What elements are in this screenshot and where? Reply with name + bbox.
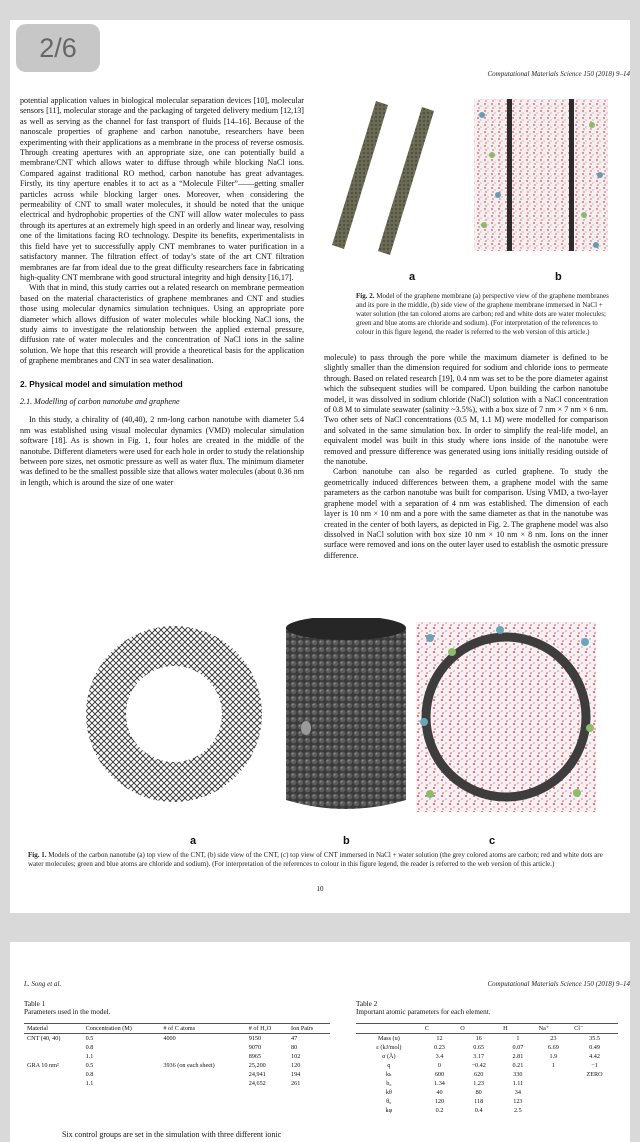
figure-2-caption	[356, 292, 612, 337]
table-1-cell	[24, 1052, 83, 1061]
graphene-side-view	[474, 99, 608, 251]
paragraph-cnt-model: In this study, a chirality of (40,40), 2 nm-long carbon nanotube with diameter 5.4 nm was established using visual molecular dynamics (VMD) molecular simulation software [18]. As is shown in Fig. 1, four holes are created in the middle of the nanotube. Different diameters were used for each hole in order to study the relationship between pore sizes, net osmotic pressure as well as water flux. The minimum diameter was defined to be the smallest possible size that allows water molecules (about 0.36 nm in length, which is around the size of one water	[20, 415, 304, 487]
page2-header-authors: L. Song et al.	[24, 980, 62, 988]
table-1-cell: 9150	[248, 1035, 262, 1042]
figure-2-caption-lead: Fig. 2.	[356, 292, 375, 300]
table-1-cell	[24, 1070, 83, 1079]
table-2-subtitle: Important atomic parameters for each element.	[356, 1008, 491, 1016]
table-1-cell: 80	[291, 1044, 298, 1051]
table-2-cell: 0.2	[435, 1107, 444, 1114]
table-2-cell: 3.17	[473, 1053, 485, 1060]
table-1-row	[24, 1034, 330, 1044]
table-2-cell	[571, 1106, 618, 1115]
cnt-immersed-top-view	[416, 622, 596, 812]
table-2-cell: 620	[474, 1071, 484, 1078]
table-1-cell: 102	[291, 1053, 301, 1060]
table-1-cell: 24,652	[248, 1080, 266, 1087]
table-1-header-cell: # of H₂O	[246, 1024, 288, 1034]
cnt-side-view	[286, 618, 406, 809]
figure-1-caption-lead: Fig. 1.	[28, 851, 47, 859]
table-1-header-cell: # of C atoms	[160, 1024, 245, 1034]
table-2-cell: 16	[475, 1035, 482, 1042]
table-2-cell: 1	[516, 1035, 520, 1042]
table-1-cell: 1.1	[85, 1053, 94, 1060]
page2-partial-text-line: Six control groups are set in the simulation with three different ionic	[62, 1130, 282, 1139]
table-1-cell: 120	[291, 1062, 301, 1069]
figure-1-label-c: c	[489, 835, 496, 847]
table-2-row	[356, 1097, 618, 1106]
table-2-cell: 23	[550, 1035, 557, 1042]
table-1-header-cell: Material	[24, 1024, 83, 1034]
page2-header-journal: Computational Materials Science 150 (2018) 9–14	[487, 980, 630, 988]
table-2-cell: 3.4	[435, 1053, 444, 1060]
table-2-cell: 34	[514, 1089, 521, 1096]
table-2-row	[356, 1070, 618, 1079]
left-text-column	[20, 96, 304, 488]
table-1-header-cell: Ion Pairs	[288, 1024, 330, 1034]
table-1	[24, 1023, 330, 1088]
figure-2-label-b: b	[555, 271, 562, 283]
table-2-cell: kφ	[385, 1107, 393, 1114]
table-1-cell: 0.8	[85, 1071, 94, 1078]
table-1-row	[24, 1052, 330, 1061]
table-2-number: Table 2	[356, 1000, 378, 1008]
table-2-cell: 0.21	[512, 1062, 524, 1069]
table-2-cell: θ₀	[386, 1098, 392, 1105]
table-1-cell: 3936 (on each sheet)	[163, 1062, 215, 1069]
table-2-cell: 0.65	[473, 1044, 485, 1051]
table-2-cell: 123	[513, 1098, 523, 1105]
table-2-cell: −0.42	[471, 1062, 486, 1069]
page-number: 10	[316, 885, 324, 893]
table-1-row	[24, 1070, 330, 1079]
table-2-cell: 1.9	[549, 1053, 558, 1060]
table-1-cell	[160, 1043, 245, 1052]
table-1-row	[24, 1061, 330, 1070]
table-2-cell: Mass (u)	[377, 1035, 400, 1042]
table-2-header-cell: H	[500, 1024, 536, 1034]
table-2-cell	[536, 1070, 572, 1079]
table-2-cell: 12	[436, 1035, 443, 1042]
table-2-cell: 1.23	[473, 1080, 485, 1087]
table-2-cell: 1.34	[434, 1080, 445, 1087]
table-1-cell: 0.5	[85, 1035, 94, 1042]
table-2-cell: 6.69	[547, 1044, 559, 1051]
paragraph-pore-diameter: molecule) to pass through the pore while the maximum diameter is defined to be slightly smaller than the dimension required for sodium and chloride ions to permeate through. Based on related research [19], 0.4 nm was set to be the pore diameter against which the subsequent studies will be compared. Upon building the carbon nanotube model, it was dissolved in sodium chloride (NaCl) solution with a NaCl concentration of 0.8 M to simulate seawater (salinity ~3.5%), with a box size of 7 nm × 7 nm × 6 nm. Two other sets of NaCl concentrations (0.5 M, 1.1 M) were modelled for comparison and solvated in the same simulation box. In order to simplify the real-life model, an equivalent model was built in this study where ions inside of the nanotube were removed and pressure difference was generated using ions initially residing outside of the nanotube.	[324, 353, 608, 467]
table-2-cell: ε (kJ/mol)	[376, 1044, 402, 1051]
table-2-cell: 40	[436, 1089, 443, 1096]
table-2-header-cell: C	[422, 1024, 458, 1034]
table-2-row	[356, 1088, 618, 1097]
table-2-cell: 0	[437, 1062, 441, 1069]
table-1-cell: 25,200	[248, 1062, 266, 1069]
right-text-column	[324, 353, 608, 561]
table-2-title	[356, 1000, 491, 1016]
table-2-row	[356, 1079, 618, 1088]
table-2-cell	[571, 1097, 618, 1106]
figure-1-caption-text: Models of the carbon nanotube (a) top view of the CNT, (b) side view of the CNT, (c) top view of CNT immersed in NaCl + water solution (the grey colored atoms are carbon; red and white dots are water molecules; green and blue atoms are chloride and sodium). (For interpretation of the references to colour in this figure legend, the reader is referred to the web version of this article.)	[28, 851, 603, 868]
table-1-cell: 0.8	[85, 1044, 94, 1051]
table-2-row	[356, 1034, 618, 1044]
table-1-row	[24, 1079, 330, 1088]
section-heading: 2. Physical model and simulation method	[20, 378, 183, 389]
table-2	[356, 1023, 618, 1115]
table-2-cell: 600	[434, 1071, 445, 1078]
graphene-sheets-perspective	[332, 101, 434, 255]
table-1-cell: CNT (40, 40)	[27, 1035, 61, 1042]
cnt-top-view	[86, 626, 262, 802]
table-1-cell: 47	[291, 1035, 298, 1042]
table-2-header-cell: Na⁺	[536, 1024, 572, 1034]
table-1-cell	[160, 1070, 245, 1079]
figure-2-graphene-model	[322, 95, 610, 267]
table-1-cell	[24, 1079, 83, 1088]
table-2-cell: q	[387, 1062, 391, 1069]
table-2-cell: −1	[591, 1062, 598, 1069]
table-2-header-cell: O	[457, 1024, 500, 1034]
intro-paragraph: potential application values in biological molecular separation devices [10], molecular sensors [11], molecular storage and the packaging of targeted delivery medium [12,13] as well as serving as the channel for fast transport of fluids [14–16]. Because of the nanoscale properties of graphene and carbon nanotube, researchers have been experimenting with their applications as a membrane in the process of reverse osmosis. Through creating apertures with an appropriate size, one can potentially build a membrane/CNT which allows water to diffuse through while blocking NaCl ions. Compared against traditional RO method, carbon nanotube has great advantages. Firstly, its tiny aperture enables it to act as a “Molecule Filter”——getting smaller particles across while blocking larger ones. Moreover, when considering the permeability of CNT to small water molecules, it should be noted that the unique electrical and hydrophobic properties of the CNT will allow water molecules to pass through its apertures at an extremely high speed in an orderly and linear way, resolving one of the limitations facing RO technology. Despite its benefits, experimentalists in this field have yet to successfully apply CNT membranes to water purification in a satisfactory manner. The filtration effect of today’s state of the art CNT filtration membranes are far from ideal due to the great difficulty researchers face in fabricating high-quality CNT membrane with good structural integrity and high density [16,17].	[20, 96, 304, 282]
table-2-cell: kθ	[385, 1089, 392, 1096]
table-2-cell: 80	[475, 1089, 482, 1096]
table-1-cell: GRA 10 nm²	[27, 1062, 59, 1069]
table-2-cell	[571, 1079, 618, 1088]
table-1-cell	[160, 1052, 245, 1061]
table-1-cell: 24,941	[248, 1071, 266, 1078]
table-2-cell	[571, 1088, 618, 1097]
paragraph-study-aim: With that in mind, this study carries out a related research on membrane permeation based on the material characteristics of graphene membranes and CNT and studies those using molecular dynamics simulation techniques. Using an appropriate pore diameter which allows diffusion of water molecules while blocking NaCl ions, the study aims to investigate the relationship between the applied external pressure, diffusion rate of water molecules and the concentration of NaCl ions in the saline solution. We hope that this research will provide a theoretical basis for the application of graphene membranes and CNT in sea water desalination.	[20, 283, 304, 366]
table-2-cell: 120	[434, 1098, 445, 1105]
figure-1-label-b: b	[343, 835, 350, 847]
table-1-cell: 9070	[248, 1044, 262, 1051]
table-1-cell	[24, 1043, 83, 1052]
table-1-cell: 194	[291, 1071, 301, 1078]
table-2-header-cell: Cl⁻	[571, 1024, 618, 1034]
table-1-cell: 4000	[163, 1035, 176, 1042]
table-2-cell: 4.42	[589, 1053, 600, 1060]
table-2-cell: kₕ	[385, 1071, 392, 1078]
table-1-cell: 1.1	[85, 1080, 94, 1087]
table-1-cell: 261	[291, 1080, 301, 1087]
figure-1-label-a: a	[190, 835, 197, 847]
table-2-header-cell	[356, 1024, 422, 1034]
subsection-heading: 2.1. Modelling of carbon nanotube and graphene	[20, 396, 180, 406]
table-1-cell	[160, 1079, 245, 1088]
table-1-cell: 8965	[248, 1053, 262, 1060]
page-indicator-badge[interactable]: 2/6	[16, 24, 100, 72]
paragraph-graphene-model: Carbon nanotube can also be regarded as curled graphene. To study the geometrically induced differences between them, a graphene model with the same parameters as the carbon nanotube was built for comparison. Using VMD, a two-layer graphene model with a separation of 4 nm was established. The dimension of each layer is 10 nm × 10 nm and a pore with the same diameter as that in the nanotube was created in the center of both layers, as depicted in Fig. 2. The graphene model was also dissolved in NaCl solution with box size 10 nm × 10 nm × 8 nm. Ions on the inner surface were removed and ions on the outer layer used to establish the osmotic pressure difference.	[324, 467, 608, 560]
table-1-title	[24, 1000, 110, 1016]
table-2-cell: σ (Å)	[382, 1053, 396, 1060]
table-2-cell	[536, 1088, 572, 1097]
table-1-cell: 0.5	[85, 1062, 94, 1069]
table-2-cell: 118	[474, 1098, 484, 1105]
table-2-cell: 0.23	[434, 1044, 445, 1051]
table-1-number: Table 1	[24, 1000, 46, 1008]
table-2-cell	[536, 1079, 572, 1088]
table-2-row	[356, 1052, 618, 1061]
table-1-subtitle: Parameters used in the model.	[24, 1008, 111, 1016]
journal-header: Computational Materials Science 150 (2018) 9–14	[487, 70, 630, 78]
table-2-cell: 0.49	[589, 1044, 600, 1051]
figure-1-caption	[28, 851, 614, 869]
table-1-header-cell: Concentration (M)	[83, 1024, 161, 1034]
table-2-cell: 0.4	[474, 1107, 483, 1114]
table-2-cell: 35.5	[589, 1035, 600, 1042]
figure-2-label-a: a	[409, 271, 416, 283]
table-2-cell: 1	[551, 1062, 555, 1069]
table-2-row	[356, 1061, 618, 1070]
table-2-cell: 0.07	[512, 1044, 524, 1051]
table-2-cell	[536, 1097, 572, 1106]
table-2-row	[356, 1106, 618, 1115]
table-2-cell	[536, 1106, 572, 1115]
table-2-cell: 1.11	[512, 1080, 524, 1087]
table-1-row	[24, 1043, 330, 1052]
figure-1-cnt-model	[80, 618, 600, 830]
table-2-cell: 330	[513, 1071, 523, 1078]
table-2-cell: 2.81	[512, 1053, 524, 1060]
figure-2-caption-text: Model of the graphene membrane (a) perspective view of the graphene membranes and its pore in the middle, (b) side view of the graphene membrane immersed in NaCl + water solution (the tan colored atoms are carbon; red and white dots are water molecules; green and blue atoms are chloride and sodium). (For interpretation of the references to colour in this figure legend, the reader is referred to the web version of this article.)	[356, 292, 609, 336]
table-2-cell: ZERO	[586, 1071, 603, 1078]
table-2-cell: b₀	[386, 1080, 392, 1087]
table-2-row	[356, 1043, 618, 1052]
table-2-cell: 2.5	[514, 1107, 522, 1114]
